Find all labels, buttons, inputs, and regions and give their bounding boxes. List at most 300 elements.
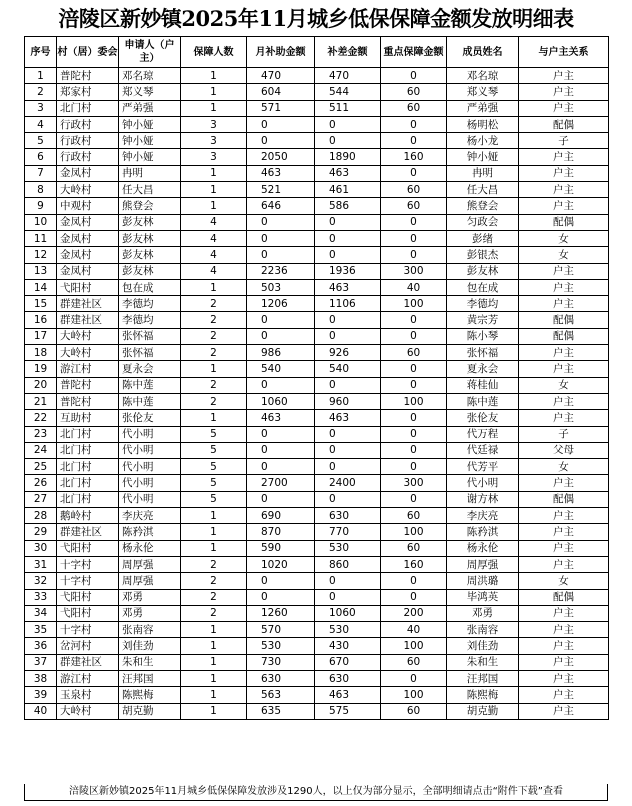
cell-monthly-amount: 1206 [247,296,315,312]
cell-key-amount: 0 [381,491,447,507]
cell-applicant: 杨永伦 [119,540,181,556]
cell-relation: 户主 [519,263,609,279]
cell-member-name: 郑义琴 [447,84,519,100]
cell-index: 12 [25,247,57,263]
cell-people-count: 5 [181,459,247,475]
cell-monthly-amount: 2700 [247,475,315,491]
cell-index: 27 [25,491,57,507]
cell-monthly-amount: 570 [247,622,315,638]
cell-people-count: 3 [181,149,247,165]
cell-key-amount: 60 [381,508,447,524]
cell-people-count: 4 [181,214,247,230]
cell-people-count: 5 [181,426,247,442]
cell-village: 普陀村 [57,68,119,84]
cell-member-name: 朱和生 [447,654,519,670]
table-row [25,524,609,540]
cell-people-count: 2 [181,573,247,589]
cell-difference-amount: 463 [315,410,381,426]
cell-relation: 户主 [519,84,609,100]
cell-applicant: 刘佳劲 [119,638,181,654]
cell-monthly-amount: 0 [247,589,315,605]
cell-people-count: 1 [181,198,247,214]
cell-key-amount: 0 [381,589,447,605]
cell-key-amount: 160 [381,149,447,165]
cell-monthly-amount: 0 [247,442,315,458]
cell-index: 15 [25,296,57,312]
cell-relation: 户主 [519,540,609,556]
header-difference-amount: 补差金额 [315,37,381,68]
cell-monthly-amount: 604 [247,84,315,100]
cell-relation: 户主 [519,508,609,524]
cell-key-amount: 40 [381,279,447,295]
cell-monthly-amount: 0 [247,116,315,132]
cell-relation: 户主 [519,165,609,181]
page-title: 涪陵区新妙镇2025年11月城乡低保保障金额发放明细表 [58,6,574,31]
cell-difference-amount: 0 [315,328,381,344]
cell-index: 16 [25,312,57,328]
cell-monthly-amount: 470 [247,68,315,84]
cell-member-name: 陈小琴 [447,328,519,344]
cell-relation: 配偶 [519,328,609,344]
cell-people-count: 1 [181,84,247,100]
cell-village: 北门村 [57,475,119,491]
cell-applicant: 李庆亮 [119,508,181,524]
cell-index: 2 [25,84,57,100]
cell-applicant: 代小明 [119,442,181,458]
cell-village: 金凤村 [57,230,119,246]
cell-member-name: 代小明 [447,475,519,491]
cell-member-name: 严弟强 [447,100,519,116]
cell-member-name: 刘佳劲 [447,638,519,654]
table-row [25,556,609,572]
cell-key-amount: 60 [381,540,447,556]
cell-applicant: 钟小娅 [119,116,181,132]
header-relation: 与户主关系 [519,37,609,68]
cell-village: 普陀村 [57,393,119,409]
table-row [25,165,609,181]
cell-relation: 户主 [519,622,609,638]
cell-index: 24 [25,442,57,458]
cell-people-count: 4 [181,263,247,279]
cell-village: 弋阳村 [57,279,119,295]
table-row [25,540,609,556]
cell-applicant: 代小明 [119,491,181,507]
table-row [25,508,609,524]
cell-key-amount: 60 [381,84,447,100]
cell-people-count: 2 [181,328,247,344]
cell-people-count: 2 [181,393,247,409]
cell-people-count: 1 [181,182,247,198]
cell-applicant: 张伦友 [119,410,181,426]
cell-people-count: 1 [181,670,247,686]
cell-index: 25 [25,459,57,475]
cell-member-name: 陈熙梅 [447,687,519,703]
cell-member-name: 代芳平 [447,459,519,475]
table-row [25,622,609,638]
cell-key-amount: 0 [381,214,447,230]
cell-difference-amount: 461 [315,182,381,198]
cell-people-count: 2 [181,377,247,393]
cell-village: 金凤村 [57,247,119,263]
cell-difference-amount: 544 [315,84,381,100]
cell-people-count: 2 [181,605,247,621]
cell-applicant: 彭友林 [119,247,181,263]
table-header-row [25,37,609,68]
cell-people-count: 2 [181,345,247,361]
cell-people-count: 3 [181,133,247,149]
table-row [25,361,609,377]
cell-difference-amount: 0 [315,116,381,132]
cell-applicant: 邓勇 [119,589,181,605]
cell-village: 群建社区 [57,654,119,670]
cell-monthly-amount: 1260 [247,605,315,621]
cell-relation: 户主 [519,703,609,719]
cell-village: 北门村 [57,442,119,458]
cell-relation: 户主 [519,475,609,491]
cell-member-name: 胡克勤 [447,703,519,719]
cell-village: 北门村 [57,491,119,507]
cell-difference-amount: 1060 [315,605,381,621]
cell-key-amount: 60 [381,100,447,116]
cell-monthly-amount: 0 [247,133,315,149]
cell-member-name: 周洪璐 [447,573,519,589]
cell-monthly-amount: 0 [247,247,315,263]
table-row [25,279,609,295]
cell-applicant: 代小明 [119,426,181,442]
cell-monthly-amount: 503 [247,279,315,295]
cell-relation: 户主 [519,100,609,116]
cell-monthly-amount: 590 [247,540,315,556]
table-row [25,100,609,116]
cell-monthly-amount: 0 [247,312,315,328]
cell-key-amount: 100 [381,296,447,312]
cell-key-amount: 300 [381,475,447,491]
cell-key-amount: 200 [381,605,447,621]
cell-village: 行政村 [57,149,119,165]
cell-village: 大岭村 [57,345,119,361]
cell-monthly-amount: 0 [247,573,315,589]
cell-key-amount: 100 [381,524,447,540]
cell-applicant: 严弟强 [119,100,181,116]
cell-monthly-amount: 630 [247,670,315,686]
cell-people-count: 1 [181,524,247,540]
cell-village: 金凤村 [57,214,119,230]
cell-key-amount: 0 [381,670,447,686]
cell-applicant: 彭友林 [119,230,181,246]
cell-monthly-amount: 646 [247,198,315,214]
cell-member-name: 钟小娅 [447,149,519,165]
cell-difference-amount: 0 [315,377,381,393]
cell-difference-amount: 0 [315,491,381,507]
cell-relation: 女 [519,573,609,589]
cell-member-name: 陈中莲 [447,393,519,409]
cell-people-count: 1 [181,703,247,719]
cell-relation: 户主 [519,345,609,361]
cell-member-name: 匀政会 [447,214,519,230]
cell-key-amount: 0 [381,116,447,132]
cell-key-amount: 300 [381,263,447,279]
cell-applicant: 李德均 [119,296,181,312]
cell-member-name: 杨明松 [447,116,519,132]
cell-index: 8 [25,182,57,198]
cell-member-name: 张南容 [447,622,519,638]
cell-index: 23 [25,426,57,442]
cell-relation: 配偶 [519,491,609,507]
cell-member-name: 代万程 [447,426,519,442]
cell-relation: 配偶 [519,116,609,132]
cell-monthly-amount: 2236 [247,263,315,279]
header-index: 序号 [25,37,57,68]
table-row [25,345,609,361]
cell-difference-amount: 960 [315,393,381,409]
cell-difference-amount: 575 [315,703,381,719]
cell-village: 普陀村 [57,377,119,393]
cell-index: 7 [25,165,57,181]
cell-monthly-amount: 1060 [247,393,315,409]
table-row [25,214,609,230]
cell-member-name: 彭绪 [447,230,519,246]
cell-village: 中观村 [57,198,119,214]
cell-people-count: 1 [181,410,247,426]
cell-people-count: 1 [181,100,247,116]
cell-member-name: 蒋桂仙 [447,377,519,393]
cell-relation: 配偶 [519,589,609,605]
cell-people-count: 1 [181,508,247,524]
cell-difference-amount: 530 [315,622,381,638]
cell-village: 十字村 [57,622,119,638]
cell-monthly-amount: 530 [247,638,315,654]
cell-applicant: 邓名琼 [119,68,181,84]
cell-applicant: 包在成 [119,279,181,295]
table-row [25,638,609,654]
cell-monthly-amount: 690 [247,508,315,524]
table-row [25,182,609,198]
cell-applicant: 汪邦国 [119,670,181,686]
cell-people-count: 1 [181,165,247,181]
cell-applicant: 邓勇 [119,605,181,621]
cell-relation: 户主 [519,605,609,621]
cell-relation: 户主 [519,556,609,572]
cell-key-amount: 0 [381,459,447,475]
table-row [25,589,609,605]
cell-key-amount: 0 [381,312,447,328]
cell-village: 行政村 [57,116,119,132]
cell-member-name: 张伦友 [447,410,519,426]
table-row [25,410,609,426]
table-row [25,475,609,491]
cell-key-amount: 0 [381,230,447,246]
cell-member-name: 李庆亮 [447,508,519,524]
header-applicant: 申请人（户主） [119,37,181,68]
cell-monthly-amount: 0 [247,426,315,442]
cell-index: 13 [25,263,57,279]
cell-monthly-amount: 0 [247,377,315,393]
cell-relation: 户主 [519,279,609,295]
cell-difference-amount: 670 [315,654,381,670]
cell-difference-amount: 926 [315,345,381,361]
cell-people-count: 3 [181,116,247,132]
cell-member-name: 夏永会 [447,361,519,377]
cell-index: 40 [25,703,57,719]
cell-applicant: 朱和生 [119,654,181,670]
table-row [25,703,609,719]
cell-village: 弋阳村 [57,589,119,605]
cell-key-amount: 60 [381,345,447,361]
cell-relation: 配偶 [519,214,609,230]
cell-key-amount: 0 [381,247,447,263]
table-row [25,116,609,132]
cell-monthly-amount: 986 [247,345,315,361]
cell-applicant: 张怀福 [119,345,181,361]
cell-key-amount: 100 [381,393,447,409]
cell-village: 北门村 [57,100,119,116]
cell-relation: 子 [519,133,609,149]
cell-difference-amount: 630 [315,670,381,686]
cell-index: 18 [25,345,57,361]
cell-applicant: 周厚强 [119,573,181,589]
cell-member-name: 李德均 [447,296,519,312]
cell-relation: 户主 [519,149,609,165]
cell-relation: 户主 [519,654,609,670]
cell-key-amount: 60 [381,703,447,719]
cell-key-amount: 0 [381,165,447,181]
cell-member-name: 包在成 [447,279,519,295]
header-village: 村（居）委会 [57,37,119,68]
cell-member-name: 邓名琼 [447,68,519,84]
cell-member-name: 代廷禄 [447,442,519,458]
cell-index: 14 [25,279,57,295]
table-row [25,296,609,312]
cell-difference-amount: 0 [315,589,381,605]
cell-village: 十字村 [57,573,119,589]
cell-monthly-amount: 571 [247,100,315,116]
cell-index: 22 [25,410,57,426]
cell-monthly-amount: 0 [247,459,315,475]
table-row [25,605,609,621]
cell-key-amount: 0 [381,68,447,84]
cell-difference-amount: 0 [315,426,381,442]
cell-people-count: 2 [181,296,247,312]
cell-relation: 户主 [519,638,609,654]
cell-difference-amount: 586 [315,198,381,214]
cell-village: 游江村 [57,361,119,377]
cell-difference-amount: 860 [315,556,381,572]
cell-village: 鹅岭村 [57,508,119,524]
cell-applicant: 胡克勤 [119,703,181,719]
header-monthly-amount: 月补助金额 [247,37,315,68]
cell-people-count: 1 [181,279,247,295]
cell-applicant: 代小明 [119,459,181,475]
cell-people-count: 2 [181,312,247,328]
cell-relation: 子 [519,426,609,442]
cell-index: 4 [25,116,57,132]
cell-applicant: 彭友林 [119,214,181,230]
cell-difference-amount: 0 [315,214,381,230]
table-row [25,312,609,328]
cell-index: 37 [25,654,57,670]
cell-monthly-amount: 0 [247,214,315,230]
cell-index: 35 [25,622,57,638]
header-people-count: 保障人数 [181,37,247,68]
cell-index: 38 [25,670,57,686]
cell-monthly-amount: 2050 [247,149,315,165]
cell-index: 26 [25,475,57,491]
cell-difference-amount: 0 [315,573,381,589]
cell-village: 玉泉村 [57,687,119,703]
cell-member-name: 杨永伦 [447,540,519,556]
cell-village: 群建社区 [57,524,119,540]
cell-monthly-amount: 0 [247,328,315,344]
cell-people-count: 1 [181,654,247,670]
cell-key-amount: 160 [381,556,447,572]
table-row [25,68,609,84]
cell-key-amount: 60 [381,654,447,670]
cell-relation: 配偶 [519,312,609,328]
cell-difference-amount: 1106 [315,296,381,312]
cell-relation: 户主 [519,198,609,214]
cell-difference-amount: 430 [315,638,381,654]
cell-member-name: 周厚强 [447,556,519,572]
cell-relation: 女 [519,459,609,475]
cell-relation: 女 [519,377,609,393]
cell-member-name: 张怀福 [447,345,519,361]
table-row [25,247,609,263]
cell-monthly-amount: 521 [247,182,315,198]
cell-applicant: 冉明 [119,165,181,181]
cell-relation: 户主 [519,182,609,198]
cell-index: 5 [25,133,57,149]
cell-difference-amount: 0 [315,230,381,246]
cell-village: 大岭村 [57,703,119,719]
cell-village: 岔河村 [57,638,119,654]
cell-people-count: 4 [181,230,247,246]
cell-key-amount: 60 [381,182,447,198]
cell-people-count: 1 [181,638,247,654]
cell-difference-amount: 540 [315,361,381,377]
cell-people-count: 4 [181,247,247,263]
cell-member-name: 任大昌 [447,182,519,198]
cell-difference-amount: 0 [315,459,381,475]
cell-relation: 户主 [519,361,609,377]
cell-member-name: 毕鸿英 [447,589,519,605]
cell-applicant: 陈中莲 [119,377,181,393]
cell-index: 19 [25,361,57,377]
cell-key-amount: 0 [381,426,447,442]
cell-people-count: 1 [181,68,247,84]
cell-member-name: 彭友林 [447,263,519,279]
table-footer-note: 涪陵区新妙镇2025年11月城乡低保保障发放涉及1290人，以上仅为部分显示，全部明细请点击“附件下载”查看 [24,784,608,801]
cell-index: 34 [25,605,57,621]
cell-applicant: 任大昌 [119,182,181,198]
table-row [25,263,609,279]
table-row [25,133,609,149]
cell-member-name: 陈矜淇 [447,524,519,540]
cell-applicant: 熊登会 [119,198,181,214]
cell-difference-amount: 1890 [315,149,381,165]
cell-difference-amount: 463 [315,687,381,703]
cell-applicant: 钟小娅 [119,133,181,149]
cell-index: 39 [25,687,57,703]
cell-people-count: 5 [181,475,247,491]
cell-key-amount: 0 [381,133,447,149]
cell-applicant: 彭友林 [119,263,181,279]
cell-difference-amount: 463 [315,165,381,181]
cell-key-amount: 0 [381,328,447,344]
cell-village: 互助村 [57,410,119,426]
cell-key-amount: 60 [381,198,447,214]
cell-difference-amount: 770 [315,524,381,540]
cell-village: 北门村 [57,426,119,442]
